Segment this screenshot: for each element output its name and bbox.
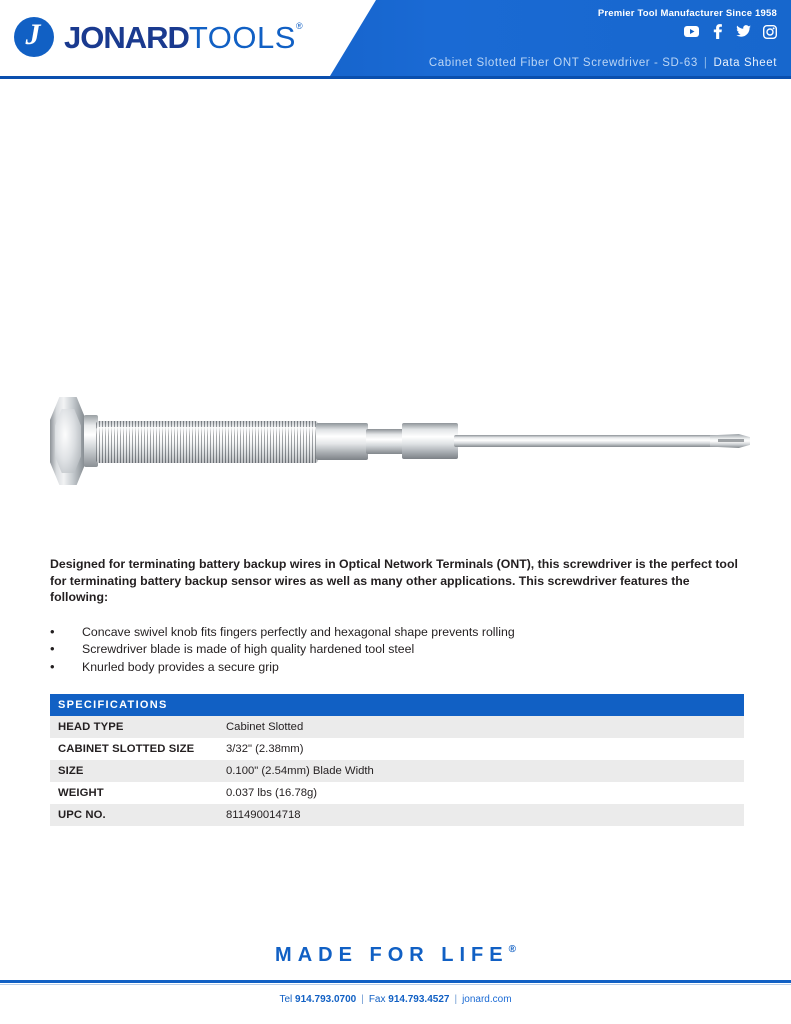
list-item: • Concave swivel knob fits fingers perfectly and hexagonal shape prevents rolling [50, 624, 742, 642]
header-product-title-bar [429, 57, 777, 69]
tip-slot-detail [718, 439, 744, 442]
body-highlight [96, 427, 318, 436]
website-link[interactable]: jonard.com [462, 994, 512, 1005]
intro-paragraph: Designed for terminating battery backup wires in Optical Network Terminals (ONT), this screwdriver is the perfect tool for terminating battery backup sensor wires as well as many other applications. This screwdriver features the following: [50, 557, 738, 604]
brand-registered-mark: ® [295, 20, 303, 31]
table-row [50, 738, 744, 760]
social-links [598, 24, 777, 39]
tel-number[interactable]: 914.793.0700 [295, 994, 357, 1005]
footer-divider [0, 980, 791, 983]
page-header [0, 0, 791, 76]
fax-label: Fax [368, 994, 386, 1005]
product-title: Cabinet Slotted Fiber ONT Screwdriver - SD-63 [428, 57, 698, 69]
brand-logo[interactable] [14, 10, 302, 64]
tel-label: Tel [279, 994, 293, 1005]
header-right-block [598, 8, 777, 39]
spec-key: CABINET SLOTTED SIZE [50, 738, 218, 760]
shaft-ferrule [402, 423, 458, 459]
footer-contact-info [0, 994, 791, 1005]
product-image-area [0, 79, 791, 544]
brand-name-light: TOOLS [188, 19, 296, 55]
body-step [316, 423, 368, 460]
twitter-icon[interactable] [736, 24, 751, 39]
spec-value: Cabinet Slotted [218, 716, 744, 738]
document-type: Data Sheet [713, 57, 777, 69]
spec-key: SIZE [50, 760, 218, 782]
spec-value: 811490014718 [218, 804, 744, 826]
spec-key: HEAD TYPE [50, 716, 218, 738]
feature-list [50, 624, 742, 677]
fax-number: 914.793.4527 [388, 994, 450, 1005]
specifications-heading: SPECIFICATIONS [50, 694, 744, 716]
made-for-life-tagline [0, 944, 791, 967]
spec-key: UPC NO. [50, 804, 218, 826]
table-header-row [50, 694, 744, 716]
table-row [50, 782, 744, 804]
spec-value: 3/32" (2.38mm) [218, 738, 744, 760]
youtube-icon[interactable] [684, 24, 699, 39]
list-item: • Screwdriver blade is made of high quality hardened tool steel [50, 641, 742, 659]
brand-name-bold: JONARD [64, 19, 189, 55]
footer-divider-light [0, 984, 791, 985]
spec-key: WEIGHT [50, 782, 218, 804]
logo-mark-letter: J [25, 18, 41, 51]
footer-tagline-text: MADE FOR LIFE [275, 944, 509, 966]
title-separator: | [703, 57, 708, 69]
body-neck [366, 429, 404, 454]
header-tagline: Premier Tool Manufacturer Since 1958 [597, 8, 777, 19]
product-photo-screwdriver [50, 379, 750, 489]
list-item: • Knurled body provides a secure grip [50, 659, 742, 677]
product-description [50, 556, 742, 676]
instagram-icon[interactable] [762, 24, 777, 39]
table-row [50, 716, 744, 738]
table-row [50, 760, 744, 782]
footer-tagline-registered: ® [508, 944, 516, 955]
spec-value: 0.100" (2.54mm) Blade Width [218, 760, 744, 782]
footer-separator-2: | [454, 994, 458, 1005]
jonard-j-logo-icon [14, 17, 54, 57]
facebook-icon[interactable] [710, 24, 725, 39]
blade-shaft [454, 435, 724, 447]
specifications-table [50, 694, 744, 826]
footer-separator-1: | [361, 994, 364, 1005]
table-row [50, 804, 744, 826]
spec-value: 0.037 lbs (16.78g) [218, 782, 744, 804]
brand-wordmark [64, 19, 303, 55]
knob-concave-face [55, 409, 81, 473]
